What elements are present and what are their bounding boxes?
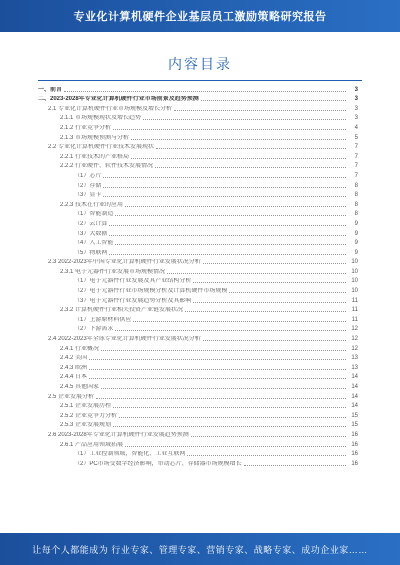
toc-heading: 内容目录: [168, 56, 232, 72]
toc-entry[interactable]: [38, 401, 358, 411]
toc-entry[interactable]: [38, 151, 358, 161]
toc-leader-dots: [101, 388, 346, 389]
toc-entry[interactable]: [38, 257, 358, 267]
toc-entry-text: （3）电子元器件行业发展趋势分析及其影响: [74, 297, 192, 304]
toc-leader-dots: [101, 350, 346, 351]
toc-entry-text: 2.2.2 行业硬件、软件技术发展情况: [60, 163, 154, 170]
toc-entry-text: （2）PC市场受数字经济影响，带动芯片、存储器市场规模增长: [74, 460, 242, 467]
toc-leader-dots: [89, 359, 346, 360]
toc-leader-dots: [119, 417, 346, 418]
toc-leader-dots: [193, 302, 346, 303]
toc-leader-dots: [96, 398, 346, 399]
toc-page-number: 10: [351, 259, 358, 266]
toc-entry[interactable]: [38, 449, 358, 459]
toc-entry-text: 2.3 2022-2023年中国专业化计算机硬件行业发展状况分析: [48, 259, 201, 266]
toc-page-number: 10: [351, 268, 358, 275]
toc-leader-dots: [64, 91, 346, 92]
toc-entry-text: （5）物联网: [74, 249, 108, 256]
toc-entry-text: 2.6 2023-2028年专业化计算机硬件行业发展趋势预测: [48, 431, 189, 438]
toc-entry-text: 2.1 专业化计算机硬件行业市场规模及增长分析: [48, 105, 173, 112]
toc-entry[interactable]: [38, 266, 358, 276]
toc-entry[interactable]: [38, 180, 358, 190]
toc-entry-text: （3）大数据: [74, 230, 108, 237]
toc-page-number: 12: [351, 336, 358, 343]
toc-entry-text: 2.4 2022-2023年全球专业化计算机硬件行业发展状况分析: [48, 336, 201, 343]
toc-leader-dots: [103, 177, 346, 178]
footer-slogan: 让每个人都能成为 行业专家、管理专家、营销专家、战略专家、成功企业家……: [32, 544, 368, 555]
toc-leader-dots: [109, 254, 346, 255]
toc-page-number: 3: [354, 96, 358, 103]
toc-entry-text: 2.2 专业化计算机硬件行业技术发展现状: [48, 144, 155, 151]
toc-page-number: 14: [351, 403, 358, 410]
toc-entry-text: （3）显卡: [74, 192, 102, 199]
footer-banner: [0, 533, 400, 565]
toc-page-number: 7: [354, 163, 358, 170]
toc-page-number: 8: [354, 182, 358, 189]
toc-leader-dots: [125, 206, 346, 207]
toc-entry[interactable]: [38, 113, 358, 123]
toc-page-number: 8: [354, 211, 358, 218]
toc-entry[interactable]: [38, 247, 358, 257]
toc-leader-dots: [191, 436, 346, 437]
toc-leader-dots: [203, 340, 346, 341]
toc-entry-text: 2.2.3 技术在行业的应用: [60, 201, 124, 208]
toc-leader-dots: [115, 330, 346, 331]
toc-entry[interactable]: [38, 305, 358, 315]
toc-entry[interactable]: [38, 458, 358, 468]
toc-entry[interactable]: [38, 391, 358, 401]
toc-page-number: 15: [351, 422, 358, 429]
toc-entry-text: 2.5 企业发展分析: [48, 393, 95, 400]
toc-entry-text: 2.2.1 行业技术的产业格局: [60, 153, 130, 160]
toc-entry-text: 2.1.3 市场规模预测与分析: [60, 134, 130, 141]
toc-entry[interactable]: [38, 420, 358, 430]
toc-entry[interactable]: [38, 199, 358, 209]
toc-entry[interactable]: [38, 314, 358, 324]
toc-entry-text: （1）上游原材料供应: [74, 316, 132, 323]
toc-page-number: 16: [351, 460, 358, 467]
toc-leader-dots: [193, 282, 346, 283]
toc-leader-dots: [143, 119, 346, 120]
toc-leader-dots: [109, 225, 346, 226]
toc-entry[interactable]: [38, 410, 358, 420]
toc-entry[interactable]: [38, 190, 358, 200]
toc-leader-dots: [174, 110, 346, 111]
toc-leader-dots: [113, 426, 346, 427]
toc-leader-dots: [155, 167, 346, 168]
toc-entry-text: 2.1.2 行业竞争分析: [60, 124, 112, 131]
toc-page-number: 11: [351, 297, 358, 304]
toc-page-number: 13: [351, 355, 358, 362]
toc-entry[interactable]: [38, 142, 358, 152]
toc-entry[interactable]: [38, 170, 358, 180]
toc-page-number: 14: [351, 393, 358, 400]
toc-leader-dots: [89, 378, 346, 379]
toc-entry[interactable]: [38, 122, 358, 132]
toc-leader-dots: [109, 235, 346, 236]
toc-entry[interactable]: [38, 429, 358, 439]
toc-entry-text: 2.4.2 美国: [60, 355, 88, 362]
toc-entry-text: （1）芯片: [74, 172, 102, 179]
toc-entry-text: 二、2023-2028年专业化计算机硬件行业市场前景及趋势预测: [38, 96, 199, 103]
toc-page-number: 9: [354, 240, 358, 247]
toc-leader-dots: [133, 321, 346, 322]
report-header-banner: [0, 0, 400, 32]
toc-entry[interactable]: [38, 295, 358, 305]
toc-leader-dots: [115, 244, 346, 245]
toc-entry-text: 2.5.3 企业发展规划: [60, 422, 112, 429]
toc-entry[interactable]: [38, 285, 358, 295]
toc-leader-dots: [203, 263, 346, 264]
toc-page-number: 4: [354, 124, 358, 131]
toc-entry-text: 2.4.1 行业概况: [60, 345, 100, 352]
toc-page-number: 14: [351, 384, 358, 390]
toc-entry[interactable]: [38, 333, 358, 343]
toc-entry-text: （4）人工智能: [74, 240, 114, 247]
toc-page-number: 12: [351, 345, 358, 352]
toc-entry-text: （2）电子元器件行业市场规模分析及计算机硬件市场规模: [74, 288, 228, 295]
toc-page-number: 16: [351, 431, 358, 438]
table-of-contents: [38, 84, 358, 468]
toc-leader-dots: [185, 311, 346, 312]
toc-page-number: 16: [351, 441, 358, 448]
toc-page-number: 8: [354, 201, 358, 208]
toc-page-number: 7: [354, 153, 358, 160]
toc-entry-text: （2）云计算: [74, 220, 108, 227]
toc-divider: [38, 80, 362, 81]
toc-leader-dots: [201, 100, 346, 101]
toc-page-number: 14: [351, 374, 358, 381]
toc-entry[interactable]: [38, 209, 358, 219]
toc-entry[interactable]: [38, 84, 358, 94]
toc-page-number: 8: [354, 192, 358, 199]
toc-entry-text: （1）电子元器件行业发展及其产业结构分析: [74, 278, 192, 285]
toc-leader-dots: [115, 215, 346, 216]
toc-entry[interactable]: [38, 238, 358, 248]
toc-leader-dots: [167, 273, 346, 274]
toc-entry-text: 2.3.1 电子元器件行业发展市场规模情况: [60, 268, 166, 275]
toc-page-number: 5: [354, 134, 358, 141]
toc-leader-dots: [229, 292, 346, 293]
toc-page-number: 10: [351, 288, 358, 295]
toc-entry[interactable]: [38, 94, 358, 104]
toc-entry-text: （2）存储: [74, 182, 102, 189]
toc-page-number: 9: [354, 249, 358, 256]
toc-page-number: 15: [351, 412, 358, 419]
toc-page-number: 10: [351, 278, 358, 285]
toc-entry-text: 2.6.1 产品应用领域拓展: [60, 441, 124, 448]
toc-leader-dots: [103, 187, 346, 188]
toc-entry-text: 2.4.5 其他国家: [60, 384, 100, 390]
toc-entry[interactable]: [38, 372, 358, 382]
toc-page-number: 3: [354, 115, 358, 122]
toc-leader-dots: [103, 196, 346, 197]
toc-leader-dots: [125, 446, 346, 447]
toc-entry-text: 2.5.2 企业竞争力分析: [60, 412, 118, 419]
toc-leader-dots: [113, 129, 346, 130]
toc-page-number: 3: [354, 105, 358, 112]
toc-page-number: 11: [351, 307, 358, 314]
toc-entry[interactable]: [38, 381, 358, 391]
toc-entry[interactable]: [38, 343, 358, 353]
toc-page-number: 9: [354, 220, 358, 227]
toc-entry-text: 一、前言: [38, 86, 63, 93]
toc-entry[interactable]: [38, 353, 358, 363]
toc-entry-text: 2.3.2 计算机硬件行业相关投资产业链发展状况: [60, 307, 184, 314]
toc-page-number: 11: [351, 316, 358, 323]
toc-entry[interactable]: [38, 218, 358, 228]
report-title: 专业化计算机硬件企业基层员工激励策略研究报告: [73, 11, 327, 23]
toc-page-number: 9: [354, 230, 358, 237]
toc-page-number: 16: [351, 451, 358, 458]
toc-entry-text: 2.5.1 企业发展历程: [60, 403, 112, 410]
toc-page-number: 3: [354, 86, 358, 93]
toc-leader-dots: [244, 465, 346, 466]
toc-entry[interactable]: [38, 103, 358, 113]
toc-entry[interactable]: [38, 362, 358, 372]
toc-entry-text: 2.4.3 欧洲: [60, 364, 88, 371]
toc-leader-dots: [113, 407, 346, 408]
toc-entry-text: 2.4.4 日本: [60, 374, 88, 381]
toc-leader-dots: [131, 139, 346, 140]
toc-leader-dots: [131, 158, 346, 159]
toc-page-number: 7: [354, 144, 358, 151]
toc-leader-dots: [89, 369, 346, 370]
toc-entry[interactable]: [38, 439, 358, 449]
toc-page-number: 7: [354, 172, 358, 179]
toc-page-number: 12: [351, 326, 358, 333]
toc-entry-text: （2）下游需求: [74, 326, 114, 333]
toc-page-number: 13: [351, 364, 358, 371]
toc-entry-text: （1）工业控制领域，智能化、工业互联网: [74, 451, 186, 458]
toc-leader-dots: [156, 148, 346, 149]
toc-entry[interactable]: [38, 161, 358, 171]
toc-entry-text: （1）智能制造: [74, 211, 114, 218]
toc-entry[interactable]: [38, 228, 358, 238]
toc-leader-dots: [187, 455, 346, 456]
toc-entry[interactable]: [38, 324, 358, 334]
toc-entry[interactable]: [38, 132, 358, 142]
toc-entry-text: 2.1.1 市场规模现状及增长趋势: [60, 115, 142, 122]
toc-entry[interactable]: [38, 276, 358, 286]
